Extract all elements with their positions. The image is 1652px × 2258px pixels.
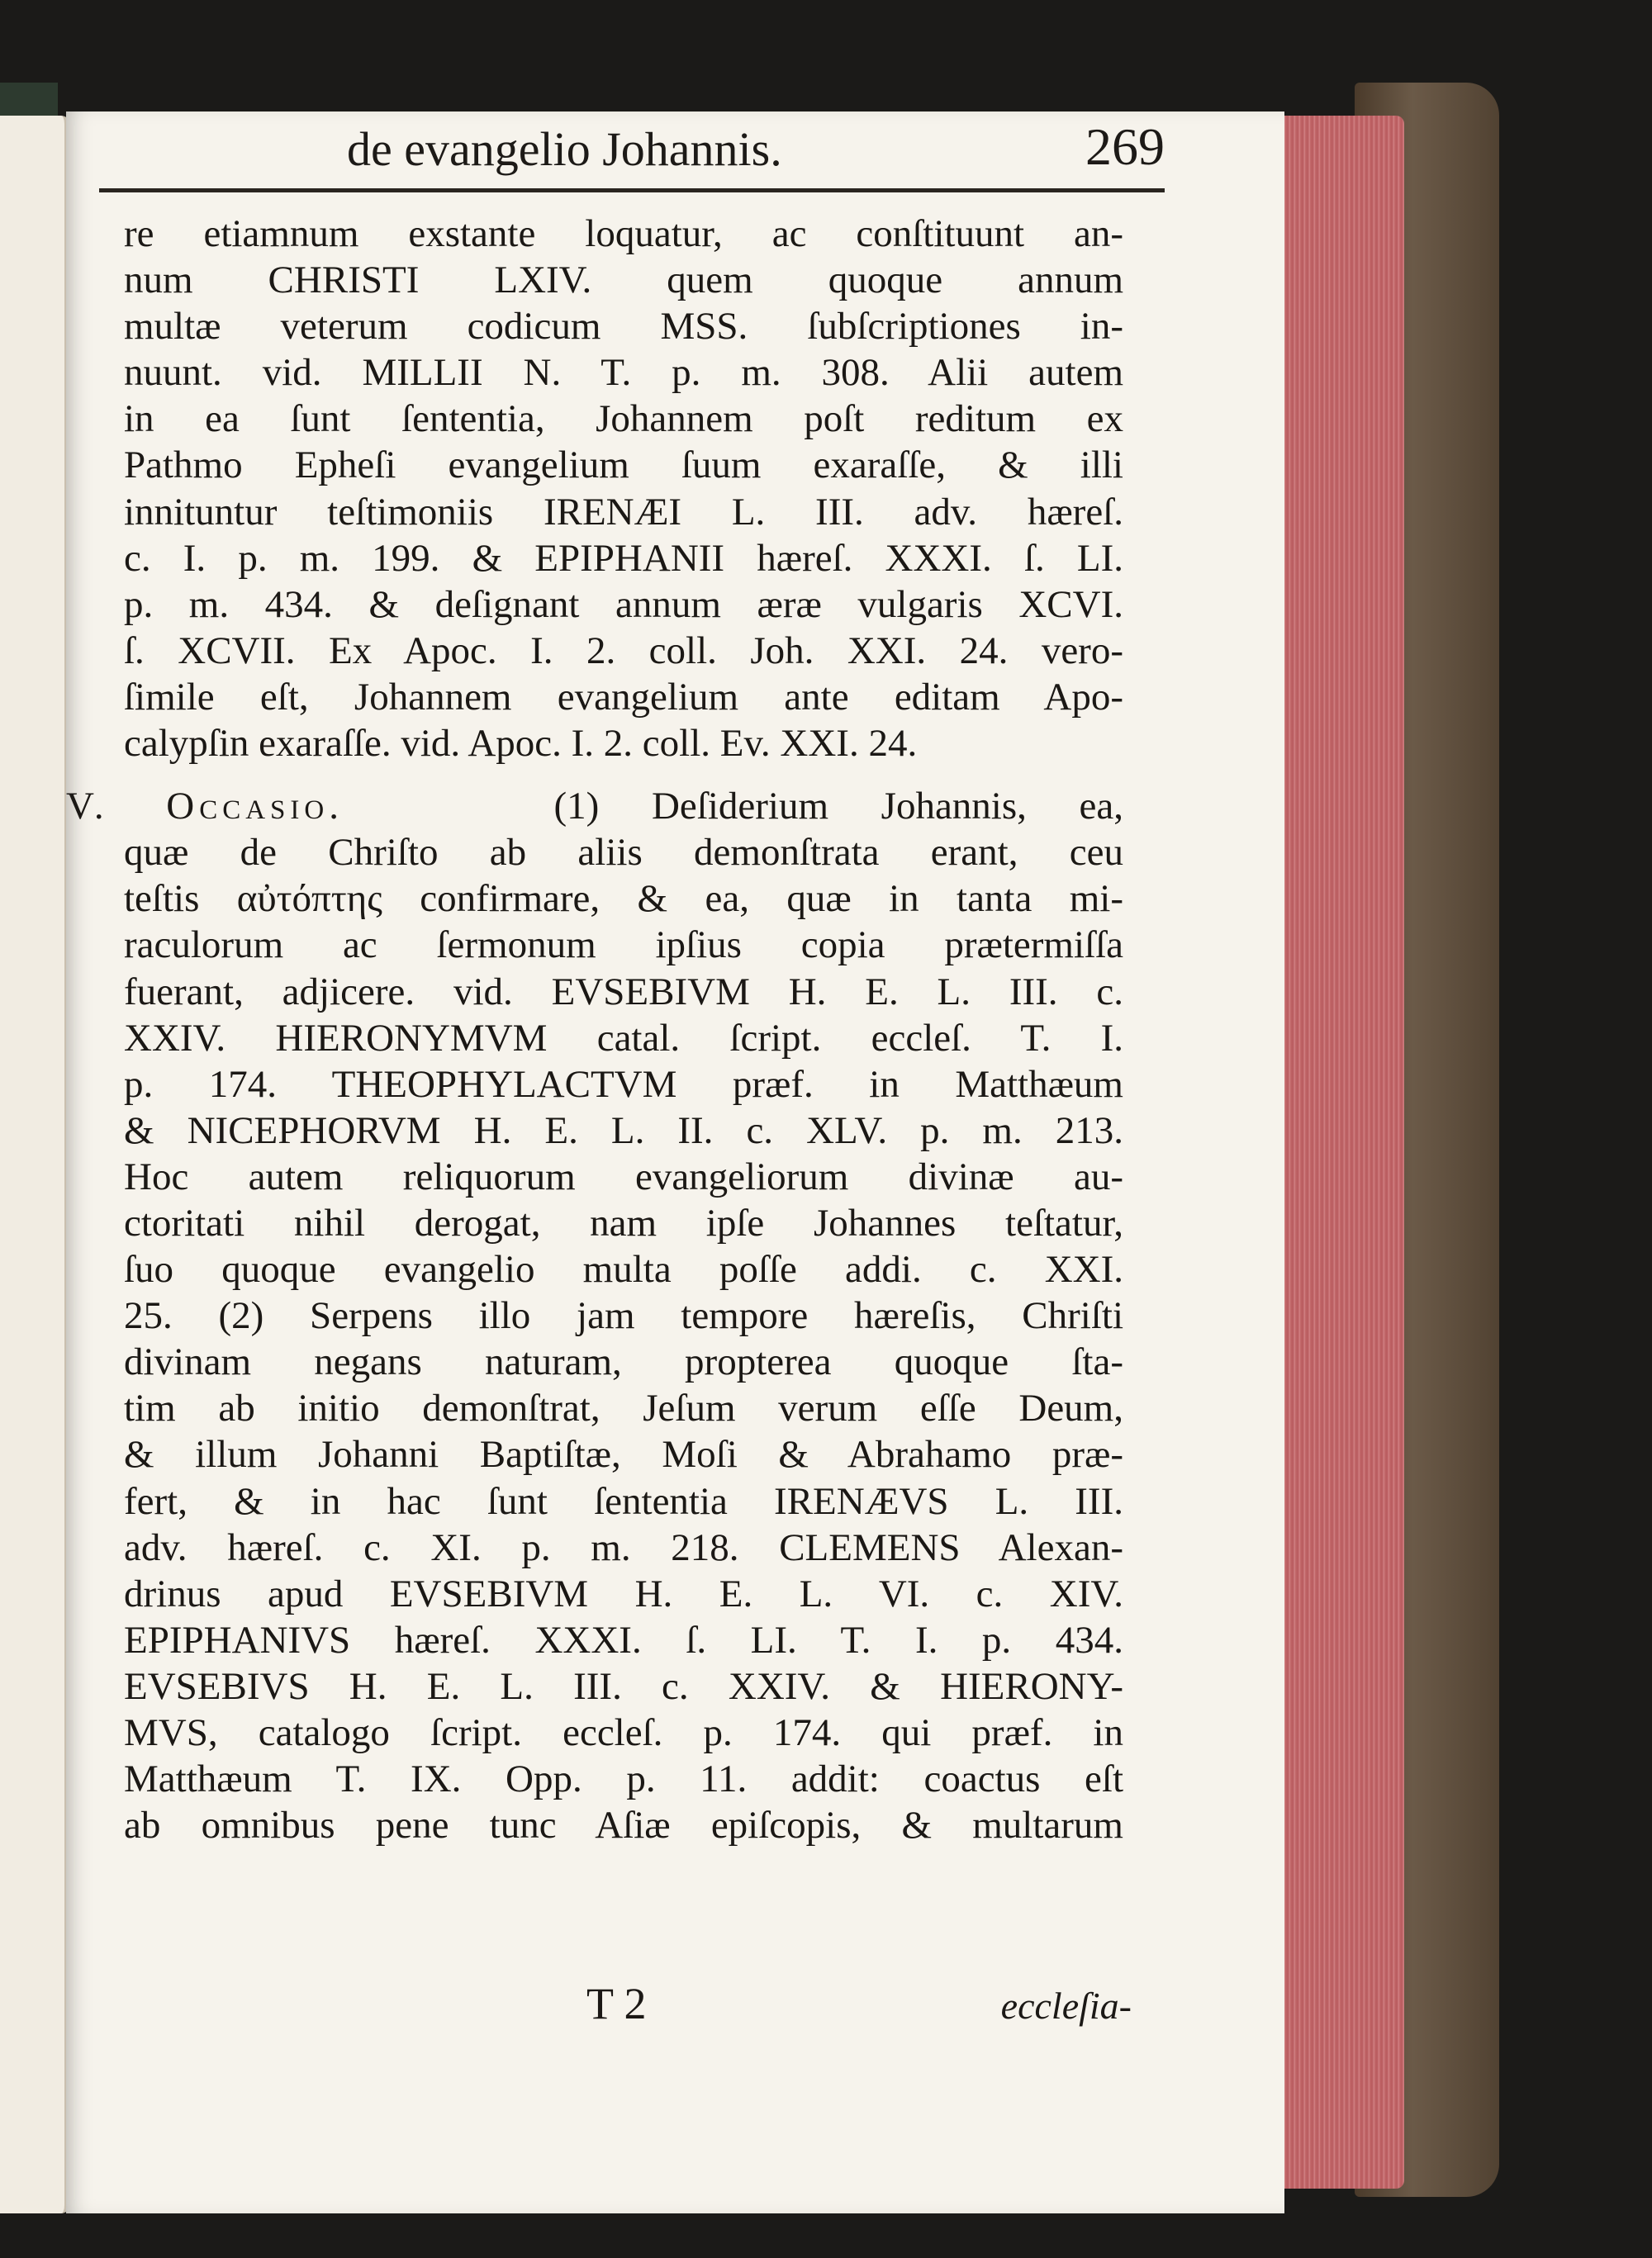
- section-first-line: [66, 783, 1123, 829]
- text-line: fert, & in hac ſunt ſententia IRENÆVS L. III.: [124, 1479, 1123, 1523]
- section-label: V. Occasio.: [66, 785, 344, 828]
- text-line: c. I. p. m. 199. & EPIPHANII hæreſ. XXXI. ſ. LI.: [124, 536, 1123, 580]
- text-line: drinus apud EVSEBIVM H. E. L. VI. c. XIV.: [124, 1572, 1123, 1615]
- text-line: divinam negans naturam, propterea quoque ſta-: [124, 1340, 1123, 1384]
- text-line: 25. (2) Serpens illo jam tempore hæreſis, Chriſti: [124, 1294, 1123, 1338]
- text-line: Matthæum T. IX. Opp. p. 11. addit: coactus eſt: [124, 1758, 1123, 1801]
- text-line: teſtis αὐτόπτης confirmare, & ea, quæ in tanta mi-: [124, 877, 1123, 921]
- left-page-edge: [0, 116, 69, 2213]
- text-line: innituntur teſtimoniis IRENÆI L. III. adv. hæreſ.: [124, 490, 1123, 534]
- text-line: quæ de Chriſto ab aliis demonſtrata erant, ceu: [124, 831, 1123, 875]
- text-line: ab omnibus pene tunc Aſiæ epiſcopis, & multarum: [124, 1804, 1123, 1848]
- header-rule: [99, 188, 1165, 192]
- text-line: ſ. XCVII. Ex Apoc. I. 2. coll. Joh. XXI. 24. vero-: [124, 629, 1123, 672]
- text-line: Pathmo Epheſi evangelium ſuum exaraſſe, & illi: [124, 444, 1123, 487]
- text-line: ſuo quoque evangelio multa poſſe addi. c. XXI.: [124, 1248, 1123, 1292]
- text-line: in ea ſunt ſententia, Johannem poſt reditum ex: [124, 397, 1123, 441]
- signature-mark: T 2: [586, 1979, 647, 2028]
- text-line: re etiamnum exstante loquatur, ac conſtituunt an-: [124, 212, 1123, 255]
- page-number: 269: [1085, 117, 1165, 176]
- text-line: (1) Deſiderium Johannis, ea,: [553, 785, 1124, 828]
- text-line: num CHRISTI LXIV. quem quoque annum: [124, 259, 1123, 302]
- text-line: EPIPHANIVS hæreſ. XXXI. ſ. LI. T. I. p. 434.: [124, 1618, 1123, 1662]
- text-line: tim ab initio demonſtrat, Jeſum verum eſſe Deum,: [124, 1387, 1123, 1430]
- text-line: adv. hæreſ. c. XI. p. m. 218. CLEMENS Alexan-: [124, 1525, 1123, 1569]
- body-text: [66, 211, 1124, 1848]
- running-head: [99, 116, 1165, 176]
- text-line: fuerant, adjicere. vid. EVSEBIVM H. E. L. III. c.: [124, 970, 1123, 1013]
- text-line: p. m. 434. & deſignant annum æræ vulgaris XCVI.: [124, 582, 1123, 626]
- catchword: eccleſia-: [1000, 1985, 1132, 2027]
- running-title: de evangelio Johannis.: [347, 122, 782, 176]
- text-line: ſimile eſt, Johannem evangelium ante editam Apo-: [124, 675, 1123, 719]
- text-line: nuunt. vid. MILLII N. T. p. m. 308. Alii autem: [124, 351, 1123, 395]
- text-line: & NICEPHORVM H. E. L. II. c. XLV. p. m. 213.: [124, 1108, 1123, 1152]
- text-line: ctoritati nihil derogat, nam ipſe Johannes teſtatur,: [124, 1201, 1123, 1245]
- spine-binding: [0, 83, 58, 116]
- text-line: MVS, catalogo ſcript. eccleſ. p. 174. qui præf. in: [124, 1711, 1123, 1754]
- text-line: Hoc autem reliquorum evangeliorum divinæ au-: [124, 1155, 1123, 1198]
- text-line: & illum Johanni Baptiſtæ, Moſi & Abrahamo præ-: [124, 1433, 1123, 1477]
- text-line: calypſin exaraſſe. vid. Apoc. I. 2. coll. Ev. XXI. 24.: [124, 722, 918, 766]
- text-line: XXIV. HIERONYMVM catal. ſcript. eccleſ. T. I.: [124, 1016, 1123, 1060]
- text-line: p. 174. THEOPHYLACTVM præf. in Matthæum: [124, 1062, 1123, 1106]
- text-line: EVSEBIVS H. E. L. III. c. XXIV. & HIERONY-: [124, 1664, 1123, 1708]
- text-line: multæ veterum codicum MSS. ſubſcriptiones in-: [124, 305, 1123, 349]
- page-footer: [586, 1978, 1132, 2029]
- red-page-edges: [1280, 116, 1404, 2189]
- text-line: raculorum ac ſermonum ipſius copia prætermiſſa: [124, 923, 1123, 967]
